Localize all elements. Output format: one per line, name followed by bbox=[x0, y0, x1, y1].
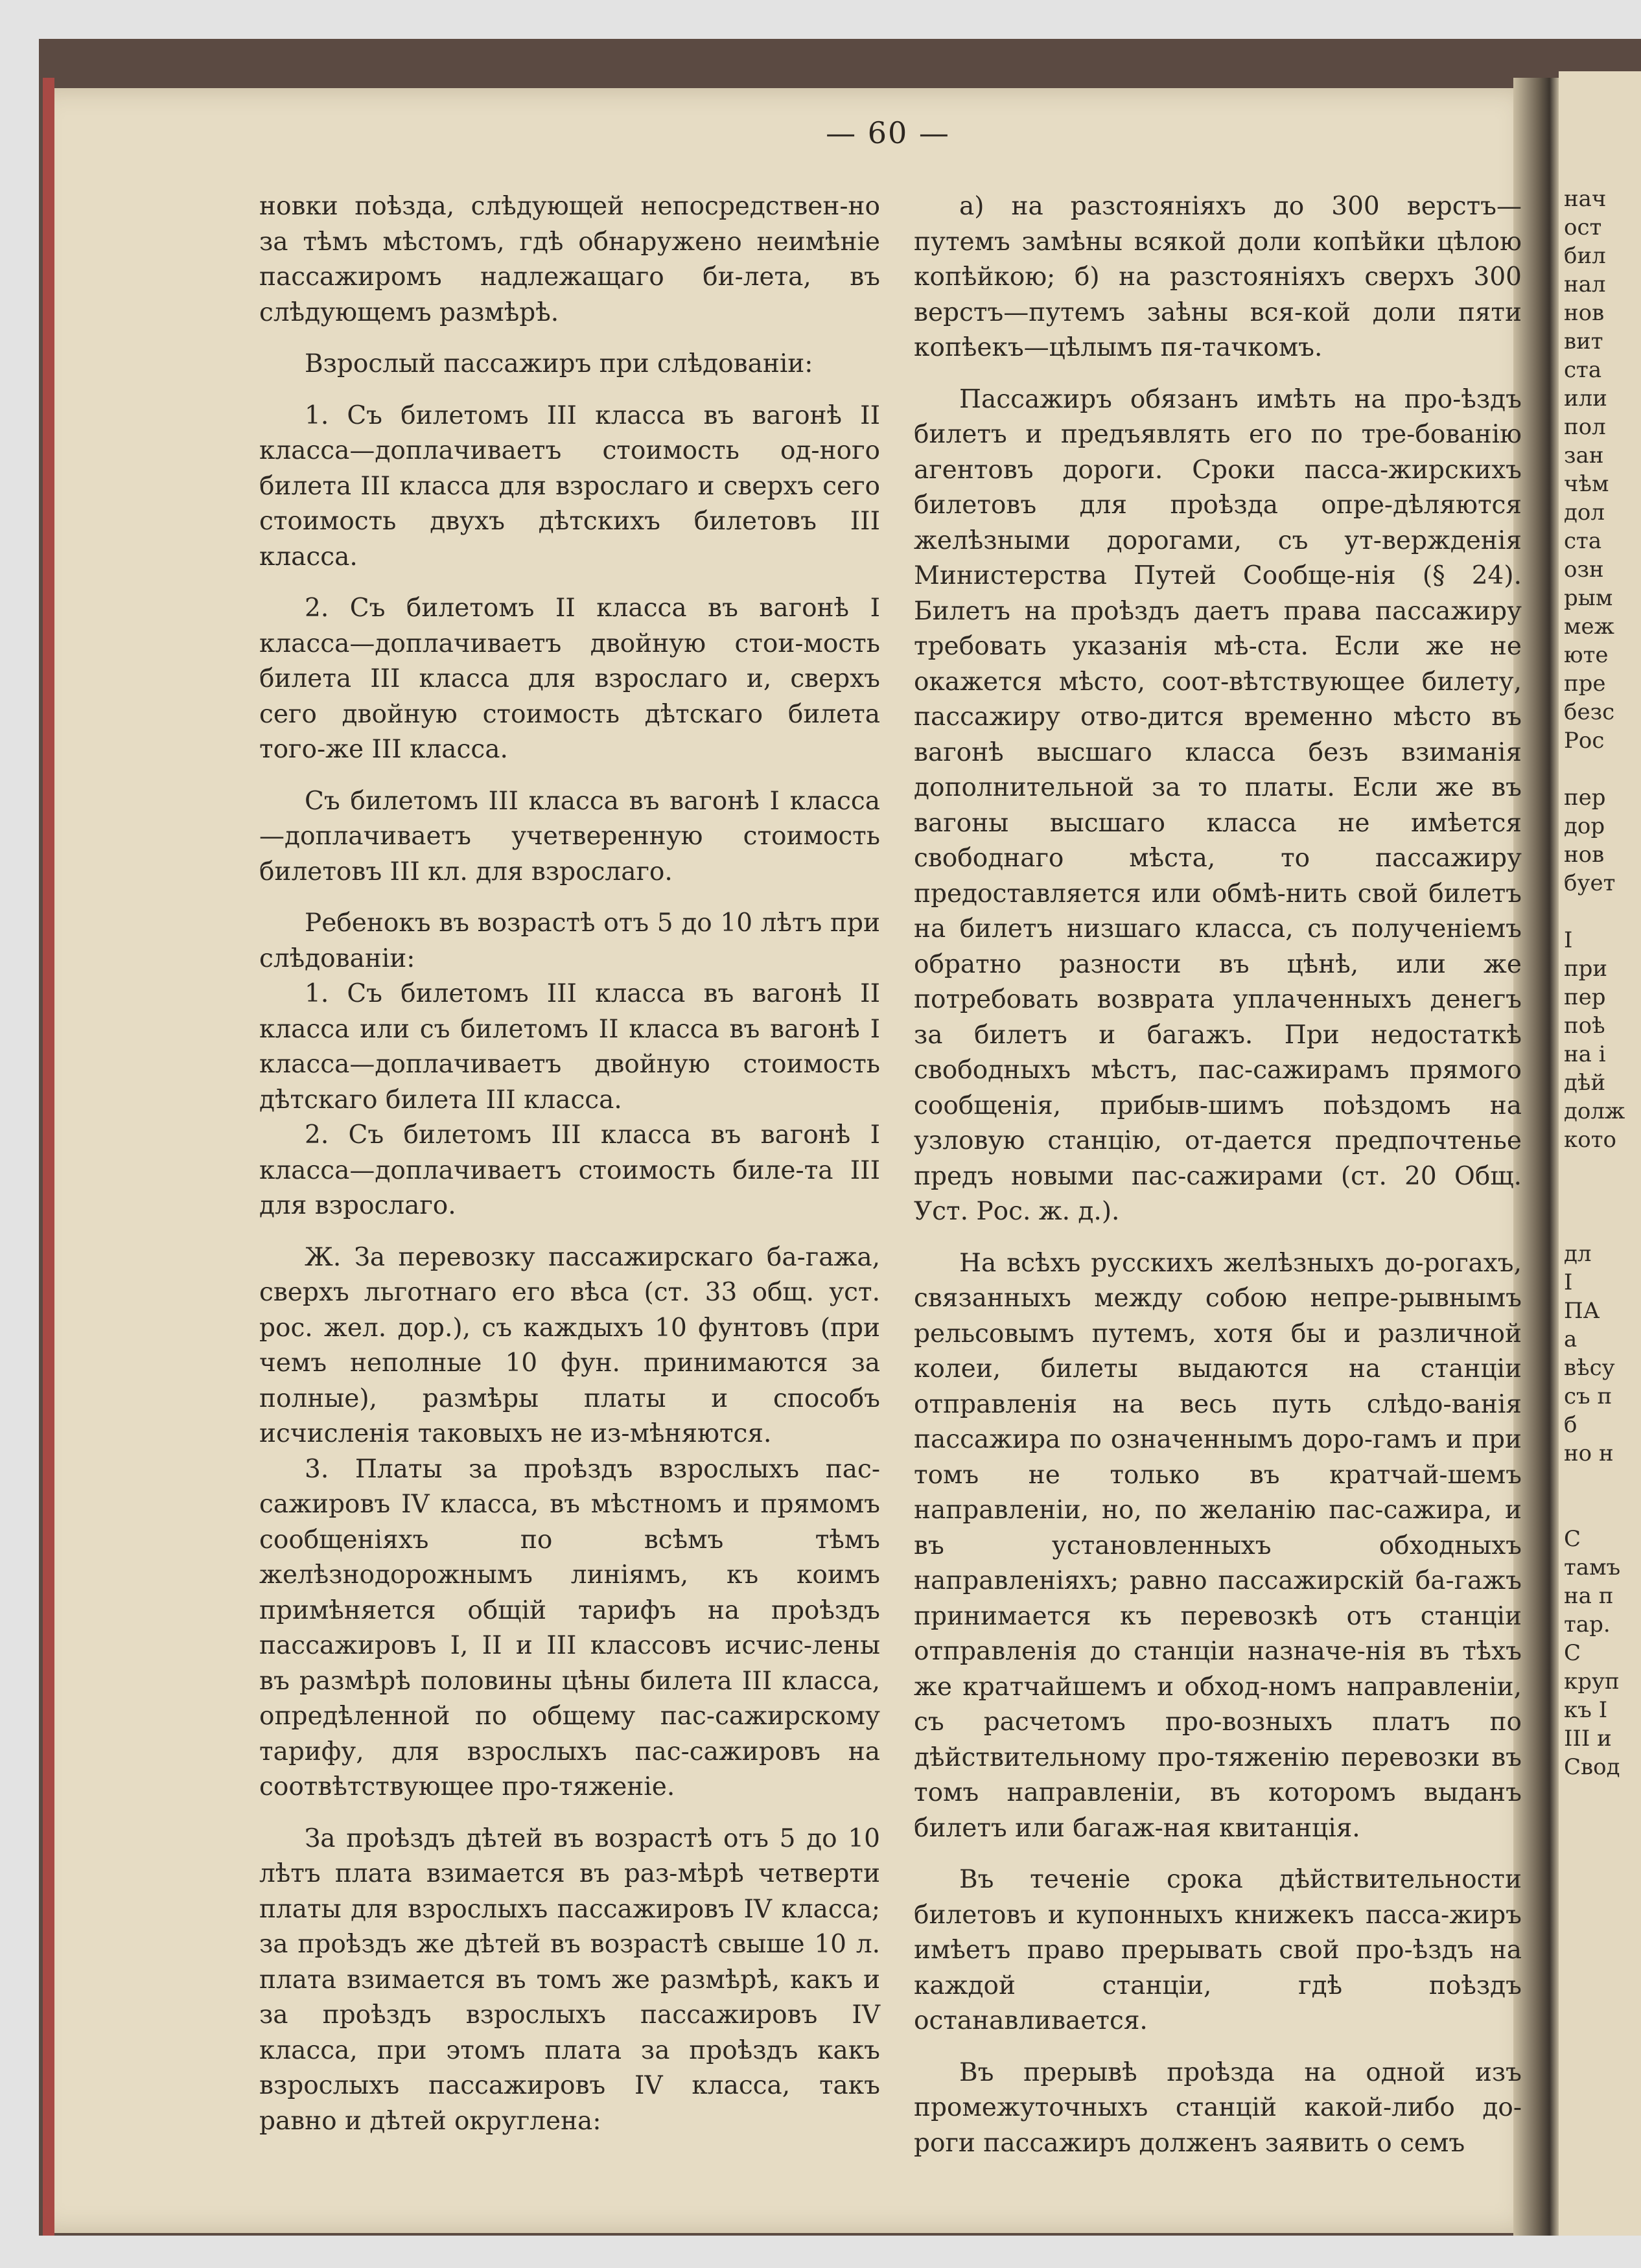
next-page-fragment: пол bbox=[1564, 414, 1606, 440]
next-page-fragment: бует bbox=[1564, 870, 1616, 896]
next-page-fragment: тамъ bbox=[1564, 1555, 1621, 1580]
next-page-fragment: III и bbox=[1564, 1726, 1612, 1752]
paragraph: Ребенокъ въ возрастѣ отъ 5 до 10 лѣтъ при слѣдованіи: bbox=[259, 908, 880, 973]
next-page-fragment: но н bbox=[1564, 1441, 1614, 1466]
next-page-edge bbox=[1559, 71, 1641, 2236]
next-page-fragment bbox=[1559, 755, 1641, 783]
next-page-fragment: на п bbox=[1564, 1583, 1614, 1609]
next-page-fragment bbox=[1559, 1154, 1641, 1183]
right-text-column bbox=[914, 189, 1522, 2177]
next-page-fragment: дѣй bbox=[1564, 1070, 1606, 1096]
next-page-fragment: пре bbox=[1564, 671, 1606, 697]
next-page-fragment: С bbox=[1564, 1526, 1581, 1552]
next-page-fragment: тар. bbox=[1564, 1612, 1611, 1637]
next-page-fragment: ста bbox=[1564, 357, 1602, 383]
next-page-fragment: чѣм bbox=[1564, 471, 1609, 497]
book-cover-red-edge bbox=[43, 78, 54, 2236]
next-page-fragment: безс bbox=[1564, 699, 1615, 725]
next-page-fragment: или bbox=[1564, 386, 1607, 411]
next-page-fragment bbox=[1559, 1496, 1641, 1525]
next-page-fragment: дол bbox=[1564, 500, 1605, 526]
next-page-fragment: юте bbox=[1564, 642, 1609, 668]
next-page-fragment: нов bbox=[1564, 842, 1605, 868]
next-page-fragment bbox=[1559, 1468, 1641, 1496]
next-page-fragment: а bbox=[1564, 1326, 1577, 1352]
next-page-fragment: нач bbox=[1564, 186, 1607, 212]
next-page-fragment: вѣсу bbox=[1564, 1355, 1615, 1381]
next-page-fragment: нов bbox=[1564, 300, 1605, 326]
next-page-fragment: І bbox=[1564, 1269, 1573, 1295]
paragraph: Взрослый пассажиръ при слѣдованіи: bbox=[305, 349, 813, 378]
paragraph: 1. Съ билетомъ III класса въ вагонѣ II класса—доплачиваетъ стоимость од-ного билета III класса для взрослаго и сверхъ сего стоимость двухъ дѣтскихъ билетовъ III класса. bbox=[259, 400, 880, 572]
next-page-fragment: на і bbox=[1564, 1041, 1606, 1067]
paragraph: Въ теченіе срока дѣйствительности билетовъ и купонныхъ книжекъ пасса-жиръ имѣетъ право прерывать свой про-ѣздъ на каждой станціи, гдѣ поѣздъ останавливается. bbox=[914, 1865, 1522, 2035]
paragraph: новки поѣзда, слѣдующей непосредствен-но за тѣмъ мѣстомъ, гдѣ обнаружено неимѣніе пассажиромъ надлежащаго би-лета, въ слѣдующемъ размѣрѣ. bbox=[259, 192, 880, 327]
next-page-fragment: Рос bbox=[1564, 728, 1605, 754]
next-page-fragment: кото bbox=[1564, 1127, 1616, 1153]
next-page-fragment: къ I bbox=[1564, 1697, 1608, 1723]
next-page-fragment: С bbox=[1564, 1640, 1581, 1666]
next-page-fragment: долж bbox=[1564, 1098, 1625, 1124]
paragraph: Ж. За перевозку пассажирскаго ба-гажа, сверхъ льготнаго его вѣса (ст. 33 общ. уст. рос. жел. дор.), съ каждыхъ 10 фунтовъ (при чемъ неполные 10 фун. принимаются за полные), размѣры платы и способъ исчисленія таковыхъ не из-мѣняются. bbox=[259, 1242, 880, 1448]
next-page-fragment: ПА bbox=[1564, 1298, 1600, 1324]
next-page-fragment: Свод bbox=[1564, 1754, 1620, 1780]
paragraph: а) на разстояніяхъ до 300 верстъ— путемъ замѣны всякой доли копѣйки цѣлою копѣйкою; б) на разстояніяхъ сверхъ 300 верстъ—путемъ заѣны вся-кой доли пяти копѣекъ—цѣлымъ пя-тачкомъ. bbox=[914, 192, 1522, 362]
next-page-fragments bbox=[1559, 71, 1641, 1781]
next-page-fragment bbox=[1559, 1183, 1641, 1211]
paragraph: На всѣхъ русскихъ желѣзныхъ до-рогахъ, связанныхъ между собою непре-рывнымъ рельсовымъ путемъ, хотя бы и различной колеи, билеты выдаются на станціи отправленія на весь путь слѣдо-ванія пассажира по означеннымъ доро-гамъ и при томъ не только въ кратчай-шемъ направленіи, но, по желанію пас-сажира, и въ установленныхъ обходныхъ направленіяхъ; равно пассажирскій ба-гажъ принимается къ перевозкѣ отъ станціи отправленія до станціи назначе-нія въ тѣхъ же кратчайшемъ и обход-номъ направленіи, съ расчетомъ про-возныхъ платъ по дѣйствительному про-тяженію перевозки въ томъ направленіи, въ которомъ выданъ билетъ или багаж-ная квитанція. bbox=[914, 1248, 1522, 1843]
next-page-fragment: при bbox=[1564, 956, 1608, 982]
next-page-fragment: озн bbox=[1564, 557, 1604, 583]
next-page-fragment: І bbox=[1564, 927, 1573, 953]
next-page-fragment: ста bbox=[1564, 528, 1602, 554]
left-text-column bbox=[259, 189, 880, 2155]
page-number: — 60 — bbox=[826, 115, 950, 150]
paragraph: За проѣздъ дѣтей въ возрастѣ отъ 5 до 10 лѣтъ плата взимается въ раз-мѣрѣ четверти платы для взрослыхъ пассажировъ IV класса; за проѣздъ же дѣтей въ возрастѣ свыше 10 л. плата взимается въ томъ же размѣрѣ, какъ и за проѣздъ взрослыхъ пассажировъ IV класса, при этомъ плата за проѣздъ какъ взрослыхъ пассажировъ IV класса, такъ равно и дѣтей округлена: bbox=[259, 1823, 880, 2136]
paragraph: Съ билетомъ III класса въ вагонѣ I класса—доплачиваетъ учетверенную стоимость билетовъ III кл. для взрослаго. bbox=[259, 786, 880, 886]
next-page-fragment: вит bbox=[1564, 329, 1603, 354]
paragraph: 2. Съ билетомъ II класса въ вагонѣ I класса—доплачиваетъ двойную стои-мость билета III класса для взрослаго и, сверхъ сего двойную стоимость дѣтскаго билета того-же III класса. bbox=[259, 594, 880, 764]
paragraph: 2. Съ билетомъ III класса въ вагонѣ I класса—доплачиваетъ стоимость биле-та III для взрослаго. bbox=[259, 1120, 880, 1220]
next-page-fragment: меж bbox=[1564, 614, 1614, 640]
next-page-fragment: б bbox=[1564, 1412, 1577, 1438]
paragraph: Въ прерывѣ проѣзда на одной изъ промежуточныхъ станцій какой-либо до-роги пассажиръ долженъ заявить о семъ bbox=[914, 2057, 1522, 2158]
paragraph: Пассажиръ обязанъ имѣть на про-ѣздъ билетъ и предъявлять его по тре-бованію агентовъ дороги. Сроки пасса-жирскихъ билетовъ для проѣзда опре-дѣляются желѣзными дорогами, съ ут-вержденія Министерства Путей Сообще-нія (§ 24). Билетъ на проѣздъ даетъ права пассажиру требовать указанія мѣ-ста. Если же не окажется мѣсто, соот-вѣтствующее билету, пассажиру отво-дится временно мѣсто въ вагонѣ высшаго класса безъ взиманія дополнительной за то платы. Если же въ вагоны высшаго класса не имѣется свободнаго мѣста, то пассажиру предоставляется или обмѣ-нить свой билетъ на билетъ низшаго класса, съ полученіемъ обратно разности въ цѣнѣ, или же потребовать возврата уплаченныхъ денегъ за билетъ и багажъ. При недостаткѣ свободныхъ мѣстъ, пас-сажирамъ прямого сообщенія, прибыв-шимъ поѣздомъ на узловую станцію, от-дается предпочтенье предъ новыми пас-сажирами (ст. 20 Общ. Уст. Рос. ж. д.). bbox=[914, 384, 1522, 1226]
paragraph: 3. Платы за проѣздъ взрослыхъ пас-сажировъ IV класса, въ мѣстномъ и прямомъ сообщеніяхъ по всѣмъ тѣмъ желѣзнодорожнымъ линіямъ, къ коимъ примѣняется общій тарифъ на проѣздъ пассажировъ I, II и III классовъ исчис-лены въ размѣрѣ половины цѣны билета III класса, опредѣленной по общему пас-сажирскому тарифу, для взрослыхъ пас-сажировъ на соотвѣтствующее про-тяженіе. bbox=[259, 1454, 880, 1801]
next-page-fragment: бил bbox=[1564, 243, 1606, 269]
next-page-fragment: ост bbox=[1564, 214, 1602, 240]
next-page-fragment bbox=[1559, 897, 1641, 926]
next-page-fragment bbox=[1559, 1211, 1641, 1240]
next-page-fragment: нал bbox=[1564, 272, 1606, 297]
next-page-fragment: пер bbox=[1564, 785, 1606, 811]
next-page-fragment: дл bbox=[1564, 1241, 1592, 1267]
next-page-fragment: поѣ bbox=[1564, 1013, 1605, 1039]
next-page-fragment: дор bbox=[1564, 813, 1605, 839]
next-page-fragment: рым bbox=[1564, 585, 1613, 611]
paragraph: 1. Съ билетомъ III класса въ вагонѣ II класса или съ билетомъ II класса въ вагонѣ I класса—доплачиваетъ двойную стоимость дѣтскаго билета III класса. bbox=[259, 979, 880, 1115]
next-page-fragment: зан bbox=[1564, 443, 1604, 469]
next-page-fragment: круп bbox=[1564, 1669, 1620, 1695]
next-page-fragment: пер bbox=[1564, 984, 1606, 1010]
next-page-fragment: съ п bbox=[1564, 1383, 1612, 1409]
